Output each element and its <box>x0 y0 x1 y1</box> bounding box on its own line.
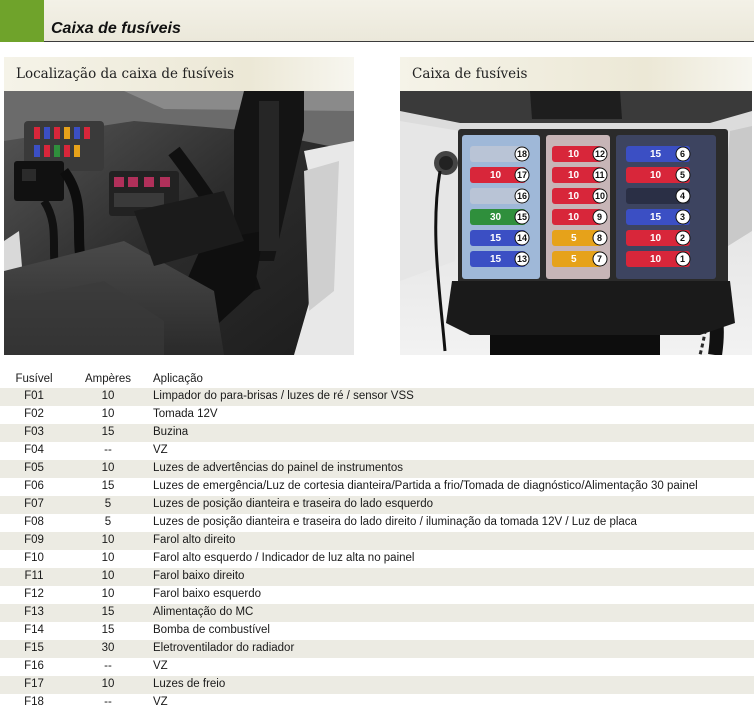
fuse-15-amp: 30 <box>490 212 502 223</box>
fuse-10-number: 10 <box>595 191 606 201</box>
fuse-13-amp: 15 <box>490 254 502 265</box>
table-row <box>0 640 754 658</box>
table-row <box>0 496 754 514</box>
fuse-amps: -- <box>104 696 112 708</box>
fusebox-section-title: Caixa de fusíveis <box>412 66 528 82</box>
fuse-8-number: 8 <box>597 233 603 243</box>
fuse-id: F18 <box>24 696 44 708</box>
header-amps: Ampères <box>84 373 132 385</box>
fuse-6-amp: 15 <box>650 149 662 160</box>
fuse-id: F02 <box>24 408 44 420</box>
fuse-17-amp: 10 <box>490 170 502 181</box>
table-row <box>0 424 754 442</box>
fuse-7-amp: 5 <box>571 254 577 265</box>
fuse-14-number: 14 <box>517 233 528 243</box>
fuse-amps: 10 <box>101 408 115 420</box>
table-row <box>0 604 754 622</box>
table-row <box>0 406 754 424</box>
fuse-15-number: 15 <box>517 212 528 222</box>
fuse-application: VZ <box>153 444 168 456</box>
fuse-application: Bomba de combustível <box>153 624 270 636</box>
fuse-table <box>0 370 754 712</box>
table-row <box>0 478 754 496</box>
fuse-17-number: 17 <box>517 170 528 180</box>
fuse-application: Luzes de freio <box>153 678 226 690</box>
fuse-id: F10 <box>24 552 44 564</box>
fuse-14-amp: 15 <box>490 233 502 244</box>
fuse-amps: 5 <box>104 516 112 528</box>
fuse-6-number: 6 <box>680 149 686 159</box>
table-row <box>0 514 754 532</box>
table-row <box>0 586 754 604</box>
fuse-application: Luzes de emergência/Luz de cortesia dianteira/Partida a frio/Tomada de diagnóstico/Alimentação 30 painel <box>153 480 698 492</box>
table-row <box>0 658 754 676</box>
fuse-id: F07 <box>24 498 44 510</box>
fuse-amps: 10 <box>101 588 115 600</box>
fuse-amps: -- <box>104 660 112 672</box>
fusebox-section-bar <box>400 57 752 91</box>
fuse-5-amp: 10 <box>650 170 662 181</box>
table-row <box>0 532 754 550</box>
fuse-application: VZ <box>153 660 168 672</box>
fuse-1-amp: 10 <box>650 254 662 265</box>
table-header <box>0 370 754 388</box>
fuse-amps: 10 <box>101 390 115 402</box>
page-title: Caixa de fusíveis <box>51 20 181 37</box>
fuse-3-number: 3 <box>680 212 686 222</box>
fuse-application: Farol baixo esquerdo <box>153 588 262 600</box>
fuse-9-amp: 10 <box>568 212 580 223</box>
fuse-id: F03 <box>24 426 44 438</box>
fuse-application: Luzes de posição dianteira e traseira do lado esquerdo <box>153 498 434 510</box>
fuse-11-amp: 10 <box>568 170 580 181</box>
table-row <box>0 568 754 586</box>
fuse-id: F14 <box>24 624 44 636</box>
fuse-id: F17 <box>24 678 44 690</box>
fuse-application: Farol alto direito <box>153 534 236 546</box>
fuse-amps: 15 <box>101 480 115 492</box>
fuse-id: F16 <box>24 660 44 672</box>
fusebox-diagram-photo <box>400 91 752 355</box>
fuse-amps: 10 <box>101 678 115 690</box>
fuse-application: Farol baixo direito <box>153 570 245 582</box>
fuse-2-number: 2 <box>680 233 686 243</box>
fuse-7-number: 7 <box>597 254 603 264</box>
fuse-amps: 10 <box>101 552 115 564</box>
header-accent <box>0 0 44 42</box>
fuse-1-number: 1 <box>680 254 686 264</box>
fuse-amps: 10 <box>101 462 115 474</box>
fuse-amps: 10 <box>101 570 115 582</box>
fuse-application: Farol alto esquerdo / Indicador de luz alta no painel <box>153 552 415 564</box>
table-row <box>0 388 754 406</box>
table-row <box>0 694 754 712</box>
header-application: Aplicação <box>153 373 203 385</box>
fuse-application: Luzes de advertências do painel de instrumentos <box>153 462 403 474</box>
fuse-amps: -- <box>104 444 112 456</box>
fuse-id: F11 <box>24 570 44 582</box>
fuse-13-number: 13 <box>517 254 528 264</box>
fuse-application: Limpador do para-brisas / luzes de ré / sensor VSS <box>153 390 414 402</box>
fuse-application: Eletroventilador do radiador <box>153 642 295 654</box>
table-row <box>0 676 754 694</box>
header-fuse: Fusível <box>15 373 53 385</box>
fuse-id: F09 <box>24 534 44 546</box>
fuse-amps: 15 <box>101 426 115 438</box>
fuse-id: F05 <box>24 462 44 474</box>
fuse-amps: 10 <box>101 534 115 546</box>
fuse-amps: 15 <box>101 606 115 618</box>
table-row <box>0 460 754 478</box>
fuse-8-amp: 5 <box>571 233 577 244</box>
fuse-id: F01 <box>24 390 44 402</box>
fuse-application: Luzes de posição dianteira e traseira do lado direito / iluminação da tomada 12V / Luz de placa <box>153 516 637 528</box>
fuse-application: VZ <box>153 696 168 708</box>
fuse-amps: 30 <box>101 642 115 654</box>
fuse-amps: 15 <box>101 624 115 636</box>
fusebox-location-photo <box>4 91 354 355</box>
fuse-5-number: 5 <box>680 170 686 180</box>
table-row <box>0 550 754 568</box>
fuse-16-number: 16 <box>517 191 528 201</box>
fuse-3-amp: 15 <box>650 212 662 223</box>
fuse-2-amp: 10 <box>650 233 662 244</box>
fuse-id: F15 <box>24 642 44 654</box>
fuse-application: Buzina <box>153 426 189 438</box>
page-header <box>0 0 754 46</box>
fuse-4-number: 4 <box>680 191 686 201</box>
fuse-amps: 5 <box>104 498 112 510</box>
fuse-application: Alimentação do MC <box>153 606 254 618</box>
fuse-id: F12 <box>24 588 44 600</box>
fuse-id: F08 <box>24 516 44 528</box>
fuse-18-number: 18 <box>517 149 528 159</box>
fuse-11-number: 11 <box>595 170 605 180</box>
location-section-bar <box>4 57 354 91</box>
table-row <box>0 622 754 640</box>
fuse-10-amp: 10 <box>568 191 580 202</box>
fuse-id: F06 <box>24 480 44 492</box>
table-row <box>0 442 754 460</box>
fuse-application: Tomada 12V <box>153 408 218 420</box>
fuse-12-number: 12 <box>595 149 606 159</box>
fuse-9-number: 9 <box>597 212 603 222</box>
location-section-title: Localização da caixa de fusíveis <box>16 66 235 82</box>
fuse-id: F13 <box>24 606 44 618</box>
fuse-12-amp: 10 <box>568 149 580 160</box>
fuse-id: F04 <box>24 444 44 456</box>
